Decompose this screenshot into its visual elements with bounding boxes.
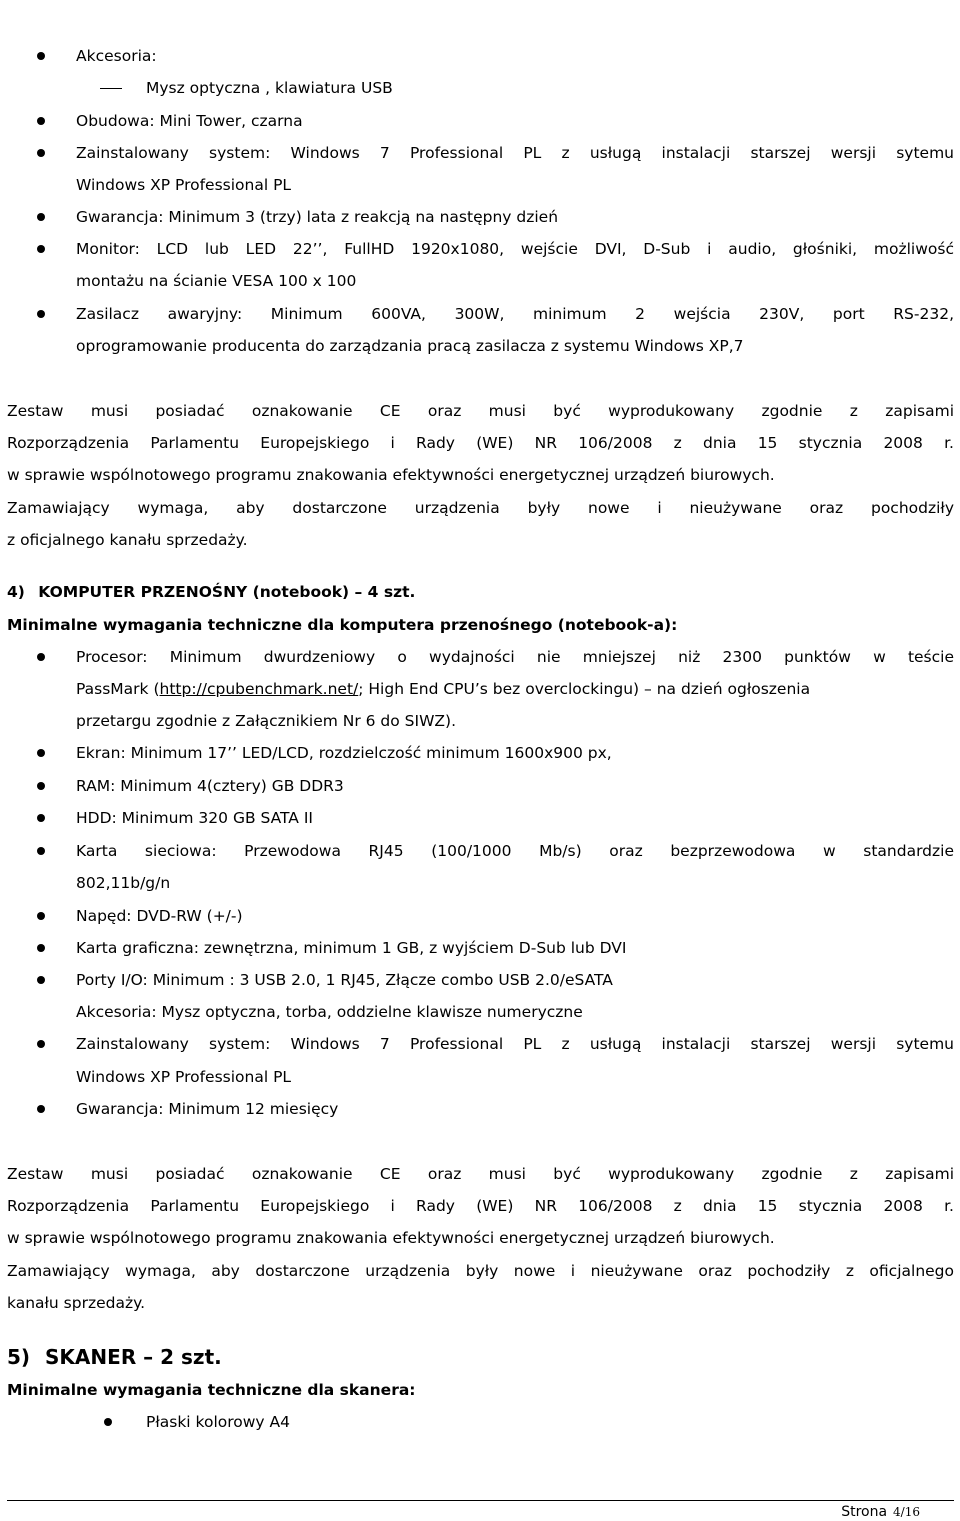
bullet-icon — [37, 1040, 45, 1048]
list-item: Karta sieciowa: Przewodowa RJ45 (100/1000 Mb/s) oraz bezprzewodowa w standardzie — [76, 842, 954, 860]
text-span: ; High End CPU’s bez overclockingu) – na dzień ogłoszenia — [358, 680, 811, 698]
footer-label: Strona — [841, 1504, 888, 1520]
list-item-continuation: Windows XP Professional PL — [76, 1068, 292, 1086]
list-item: Akcesoria: Mysz optyczna, torba, oddzielne klawisze numeryczne — [76, 1003, 583, 1021]
bullet-icon — [37, 1105, 45, 1113]
page-footer — [841, 1503, 920, 1521]
list-item: Monitor: LCD lub LED 22’’, FullHD 1920x1080, wejście DVI, D-Sub i audio, głośniki, możliwość — [76, 240, 954, 258]
list-item: Płaski kolorowy A4 — [146, 1413, 290, 1431]
bullet-icon — [37, 749, 45, 757]
section-heading — [7, 1345, 954, 1369]
list-item: Obudowa: Mini Tower, czarna — [76, 112, 303, 130]
footer-divider — [7, 1500, 954, 1501]
bullet-icon — [37, 149, 45, 157]
cpubenchmark-link[interactable]: http://cpubenchmark.net/ — [159, 680, 359, 698]
paragraph-line: Zestaw musi posiadać oznakowanie CE oraz musi być wyprodukowany zgodnie z zapisami — [7, 1165, 954, 1183]
bullet-icon — [37, 117, 45, 125]
list-item-continuation — [76, 679, 954, 699]
list-item: Procesor: Minimum dwurdzeniowy o wydajności nie mniejszej niż 2300 punktów w teście — [76, 648, 954, 666]
bullet-icon — [104, 1418, 112, 1426]
section-subheading: Minimalne wymagania techniczne dla skanera: — [7, 1381, 416, 1399]
section-number: 5) — [7, 1345, 31, 1369]
list-item: Porty I/O: Minimum : 3 USB 2.0, 1 RJ45, Złącze combo USB 2.0/eSATA — [76, 971, 613, 989]
list-item-continuation: oprogramowanie producenta do zarządzania pracą zasilacza z systemu Windows XP,7 — [76, 337, 744, 355]
bullet-icon — [37, 912, 45, 920]
list-item: Ekran: Minimum 17’’ LED/LCD, rozdzielczość minimum 1600x900 px, — [76, 744, 612, 762]
sub-list-item: Mysz optyczna , klawiatura USB — [146, 79, 393, 97]
list-item-continuation: przetargu zgodnie z Załącznikiem Nr 6 do SIWZ). — [76, 712, 457, 730]
bullet-icon — [37, 814, 45, 822]
list-item: Napęd: DVD-RW (+/-) — [76, 907, 243, 925]
section-title: KOMPUTER PRZENOŚNY (notebook) – 4 szt. — [38, 583, 416, 601]
bullet-icon — [37, 213, 45, 221]
list-item: Gwarancja: Minimum 3 (trzy) lata z reakcją na następny dzień — [76, 208, 559, 226]
paragraph-line: kanału sprzedaży. — [7, 1294, 146, 1312]
paragraph-line: w sprawie wspólnotowego programu znakowania efektywności energetycznej urządzeń biurowych. — [7, 1229, 775, 1247]
list-item: Akcesoria: — [76, 47, 157, 65]
bullet-icon — [37, 976, 45, 984]
section-number: 4) — [7, 583, 25, 601]
paragraph-line: Rozporządzenia Parlamentu Europejskiego i Rady (WE) NR 106/2008 z dnia 15 stycznia 2008 r. — [7, 434, 954, 452]
list-item: Zainstalowany system: Windows 7 Professional PL z usługą instalacji starszej wersji sytemu — [76, 1035, 954, 1053]
bullet-icon — [37, 653, 45, 661]
list-item: Gwarancja: Minimum 12 miesięcy — [76, 1100, 339, 1118]
list-item: Karta graficzna: zewnętrzna, minimum 1 GB, z wyjściem D-Sub lub DVI — [76, 939, 627, 957]
list-item-continuation: Windows XP Professional PL — [76, 176, 292, 194]
paragraph-line: Rozporządzenia Parlamentu Europejskiego i Rady (WE) NR 106/2008 z dnia 15 stycznia 2008 r. — [7, 1197, 954, 1215]
text-span: PassMark ( — [76, 680, 160, 698]
bullet-icon — [37, 944, 45, 952]
dash-icon — [100, 88, 122, 89]
list-item: HDD: Minimum 320 GB SATA II — [76, 809, 313, 827]
paragraph-line: w sprawie wspólnotowego programu znakowania efektywności energetycznej urządzeń biurowych. — [7, 466, 775, 484]
section-heading — [7, 582, 954, 602]
bullet-icon — [37, 782, 45, 790]
section-title: SKANER – 2 szt. — [45, 1345, 222, 1369]
paragraph-line: Zestaw musi posiadać oznakowanie CE oraz musi być wyprodukowany zgodnie z zapisami — [7, 402, 954, 420]
bullet-icon — [37, 52, 45, 60]
list-item: Zainstalowany system: Windows 7 Professional PL z usługą instalacji starszej wersji sytemu — [76, 144, 954, 162]
list-item: RAM: Minimum 4(cztery) GB DDR3 — [76, 777, 344, 795]
list-item: Zasilacz awaryjny: Minimum 600VA, 300W, minimum 2 wejścia 230V, port RS-232, — [76, 305, 954, 323]
paragraph-line: z oficjalnego kanału sprzedaży. — [7, 531, 248, 549]
list-item-continuation: 802,11b/g/n — [76, 874, 171, 892]
bullet-icon — [37, 847, 45, 855]
paragraph-line: Zamawiający wymaga, aby dostarczone urządzenia były nowe i nieużywane oraz pochodziły — [7, 499, 954, 517]
page-number: 4/16 — [893, 1505, 920, 1519]
paragraph-line: Zamawiający wymaga, aby dostarczone urządzenia były nowe i nieużywane oraz pochodziły z oficjalnego — [7, 1262, 954, 1280]
bullet-icon — [37, 310, 45, 318]
section-subheading: Minimalne wymagania techniczne dla komputera przenośnego (notebook-a): — [7, 616, 678, 634]
list-item-continuation: montażu na ścianie VESA 100 x 100 — [76, 272, 357, 290]
bullet-icon — [37, 245, 45, 253]
